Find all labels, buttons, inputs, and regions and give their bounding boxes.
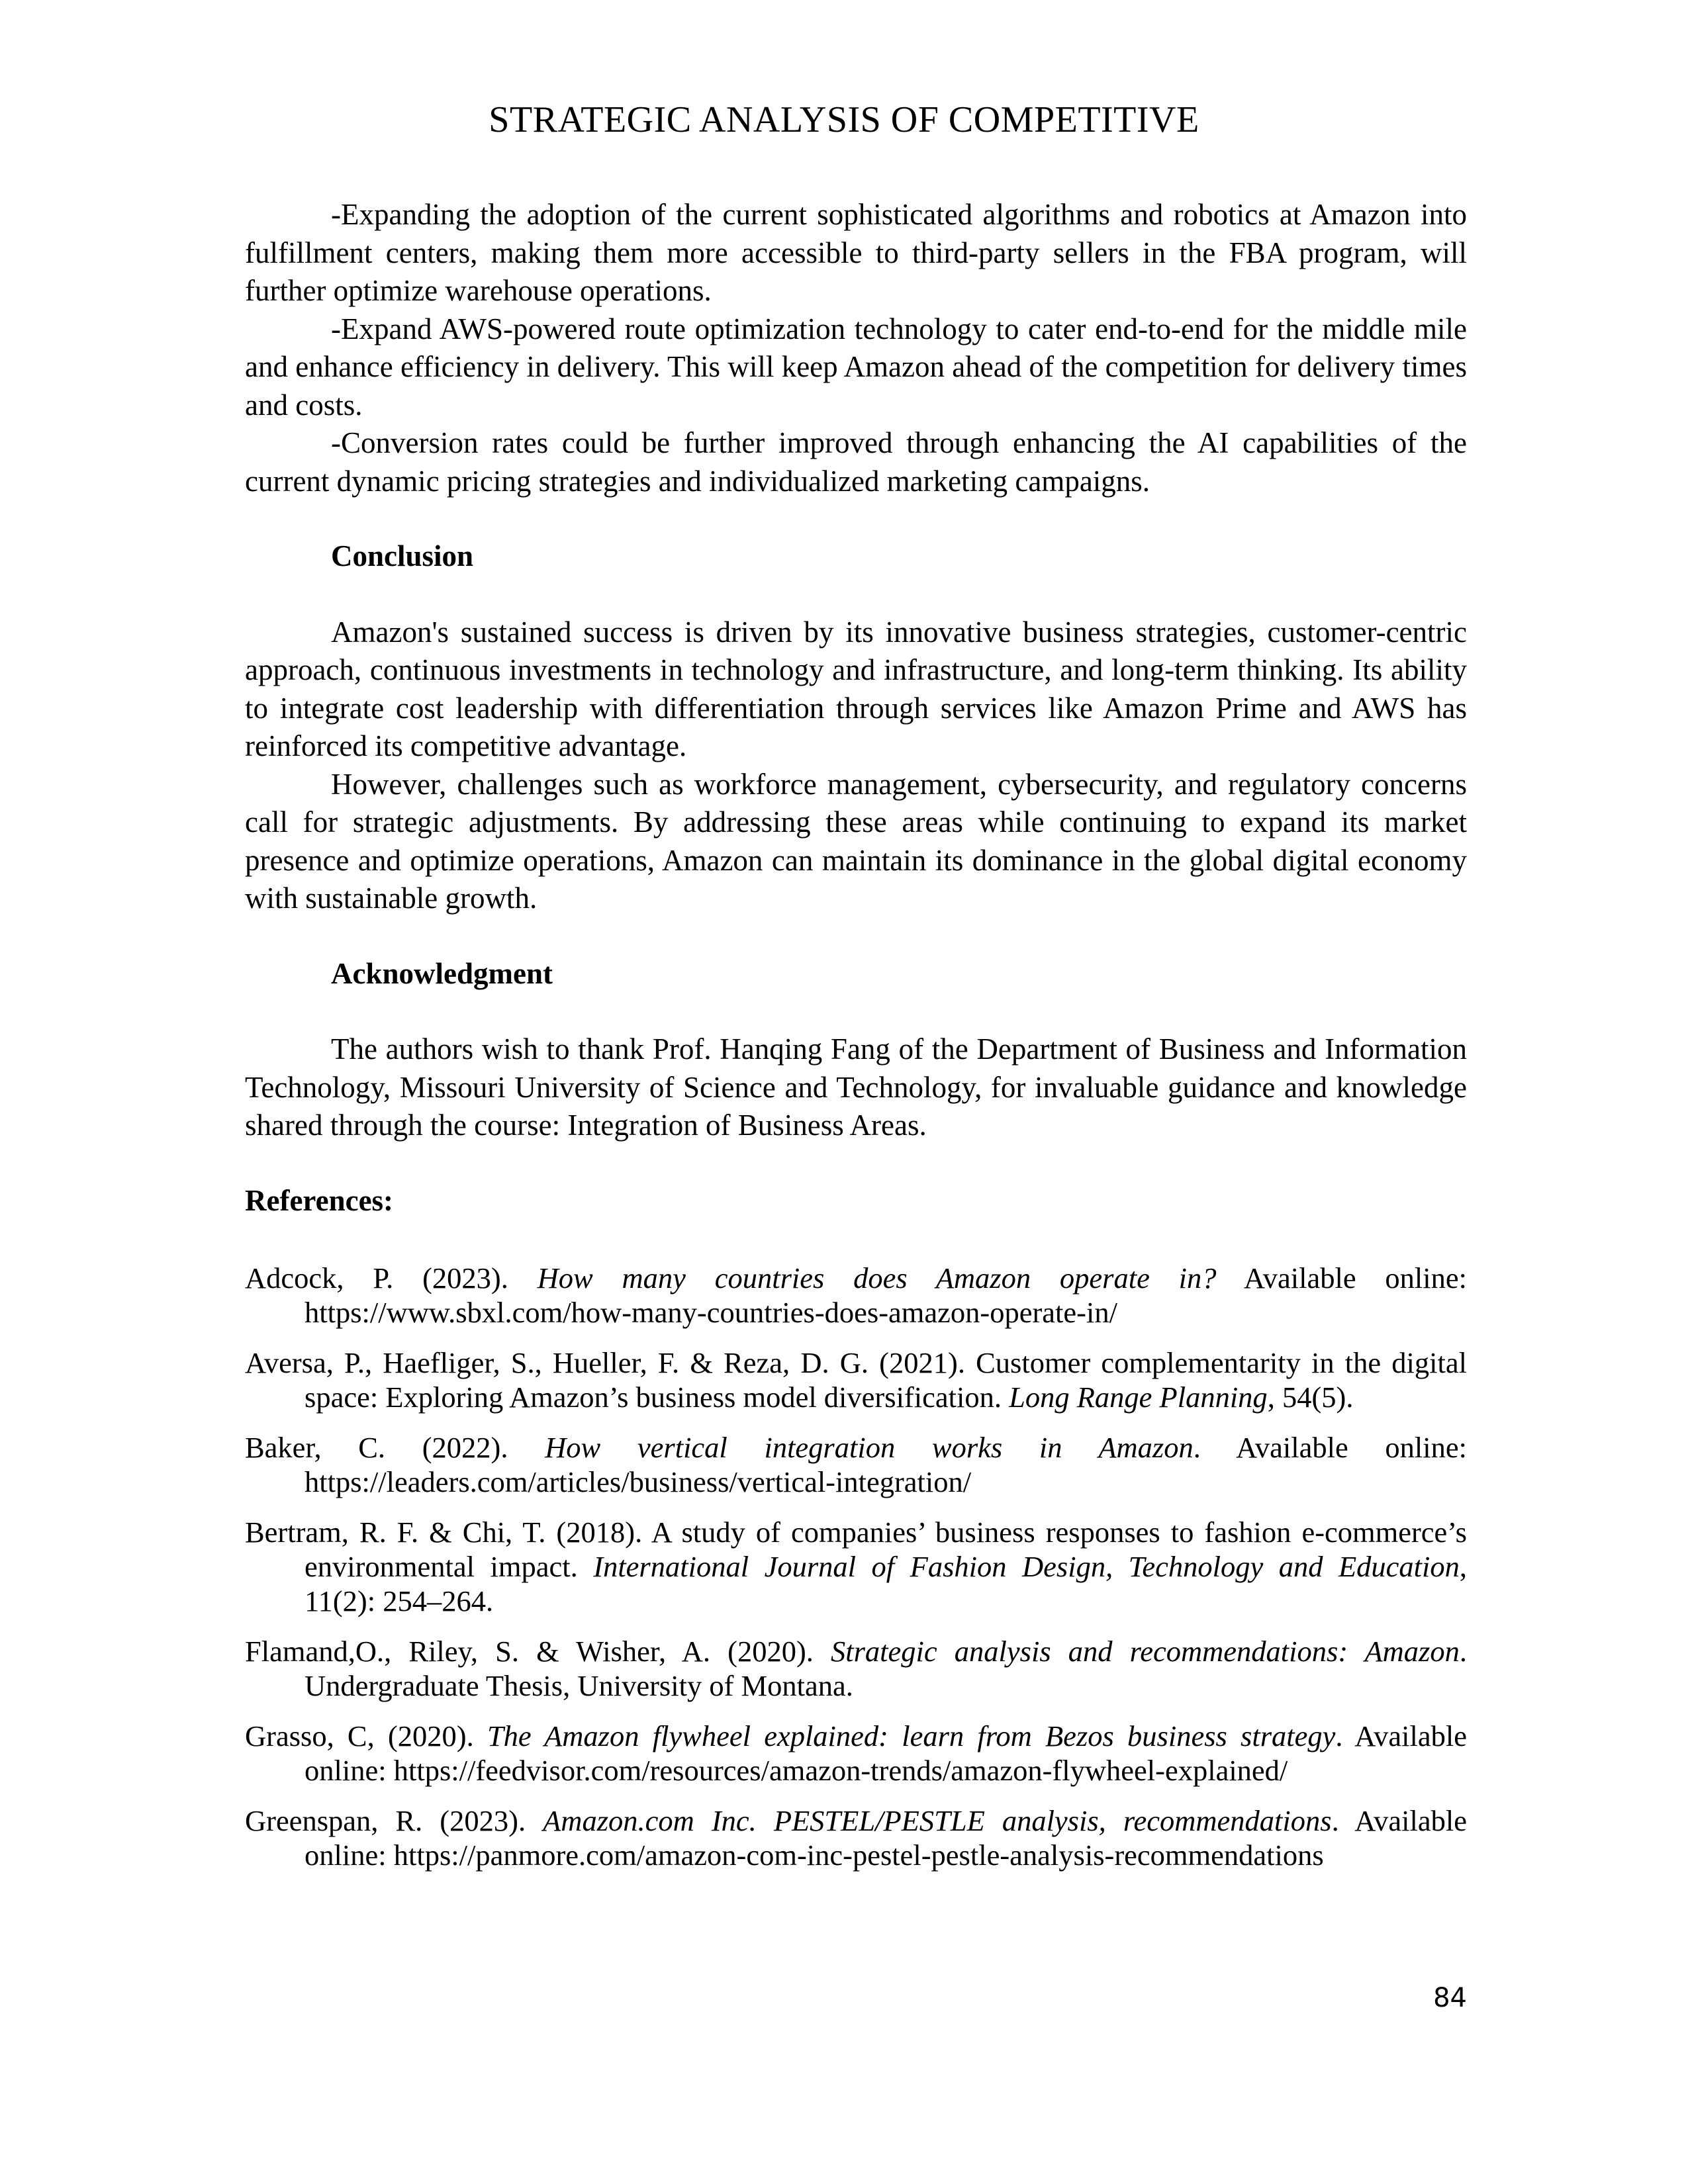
acknowledgment-heading: Acknowledgment — [331, 956, 553, 990]
page-number: 84 — [1433, 1983, 1467, 2013]
reference-item: Flamand,O., Riley, S. & Wisher, A. (2020). Strategic analysis and recommendations: Amazon. Undergraduate Thesis, University of Montana. — [245, 1635, 1467, 1702]
reference-item: Grasso, C, (2020). The Amazon flywheel explained: learn from Bezos business strategy. Available online: https://feedvisor.com/resources/amazon-trends/amazon-flywheel-explained/ — [245, 1719, 1467, 1787]
recommendation-paragraph: -Conversion rates could be further improved through enhancing the AI capabilities of the current dynamic pricing strategies and individualized marketing campaigns. — [245, 426, 1467, 498]
reference-item: Baker, C. (2022). How vertical integration works in Amazon. Available online: https://leaders.com/articles/business/vertical-integration/ — [245, 1431, 1467, 1498]
references-heading: References: — [245, 1183, 394, 1217]
recommendation-paragraph: -Expand AWS-powered route optimization technology to cater end-to-end for the middle mile and enhance efficiency in delivery. This will keep Amazon ahead of the competition for delivery times and costs. — [245, 312, 1467, 422]
running-head: STRATEGIC ANALYSIS OF COMPETITIVE — [489, 99, 1199, 140]
acknowledgment-paragraph: The authors wish to thank Prof. Hanqing Fang of the Department of Business and Information Technology, Missouri University of Science and Technology, for invaluable guidance and knowledge shared through the course: Integration of Business Areas. — [245, 1032, 1467, 1142]
recommendation-paragraph: -Expanding the adoption of the current sophisticated algorithms and robotics at Amazon into fulfillment centers, making them more accessible to third-party sellers in the FBA program, will further optimize warehouse operations. — [245, 198, 1467, 307]
page-body — [245, 196, 1467, 1888]
conclusion-paragraph: Amazon's sustained success is driven by its innovative business strategies, customer-centric approach, continuous investments in technology and infrastructure, and long-term thinking. Its ability to integrate cost leadership with differentiation through services like Amazon Prime and AWS has reinforced its competitive advantage. — [245, 615, 1467, 762]
reference-item: Bertram, R. F. & Chi, T. (2018). A study of companies’ business responses to fashion e-commerce’s environmental impact. International Journal of Fashion Design, Technology and Education, 11(2): 254–264. — [245, 1516, 1467, 1617]
reference-item: Adcock, P. (2023). How many countries does Amazon operate in? Available online: https://www.sbxl.com/how-many-countries-does-amazon-operate-in/ — [245, 1261, 1467, 1329]
conclusion-heading: Conclusion — [331, 539, 474, 572]
reference-item: Greenspan, R. (2023). Amazon.com Inc. PESTEL/PESTLE analysis, recommendations. Available online: https://panmore.com/amazon-com-inc-pestel-pestle-analysis-recommendations — [245, 1804, 1467, 1872]
conclusion-paragraph: However, challenges such as workforce management, cybersecurity, and regulatory concerns call for strategic adjustments. By addressing these areas while continuing to expand its market presence and optimize operations, Amazon can maintain its dominance in the global digital economy with sustainable growth. — [245, 767, 1467, 915]
reference-list — [245, 1261, 1467, 1872]
reference-item: Aversa, P., Haefliger, S., Hueller, F. & Reza, D. G. (2021). Customer complementarity in the digital space: Exploring Amazon’s business model diversification. Long Range Planning, 54(5). — [245, 1346, 1467, 1414]
